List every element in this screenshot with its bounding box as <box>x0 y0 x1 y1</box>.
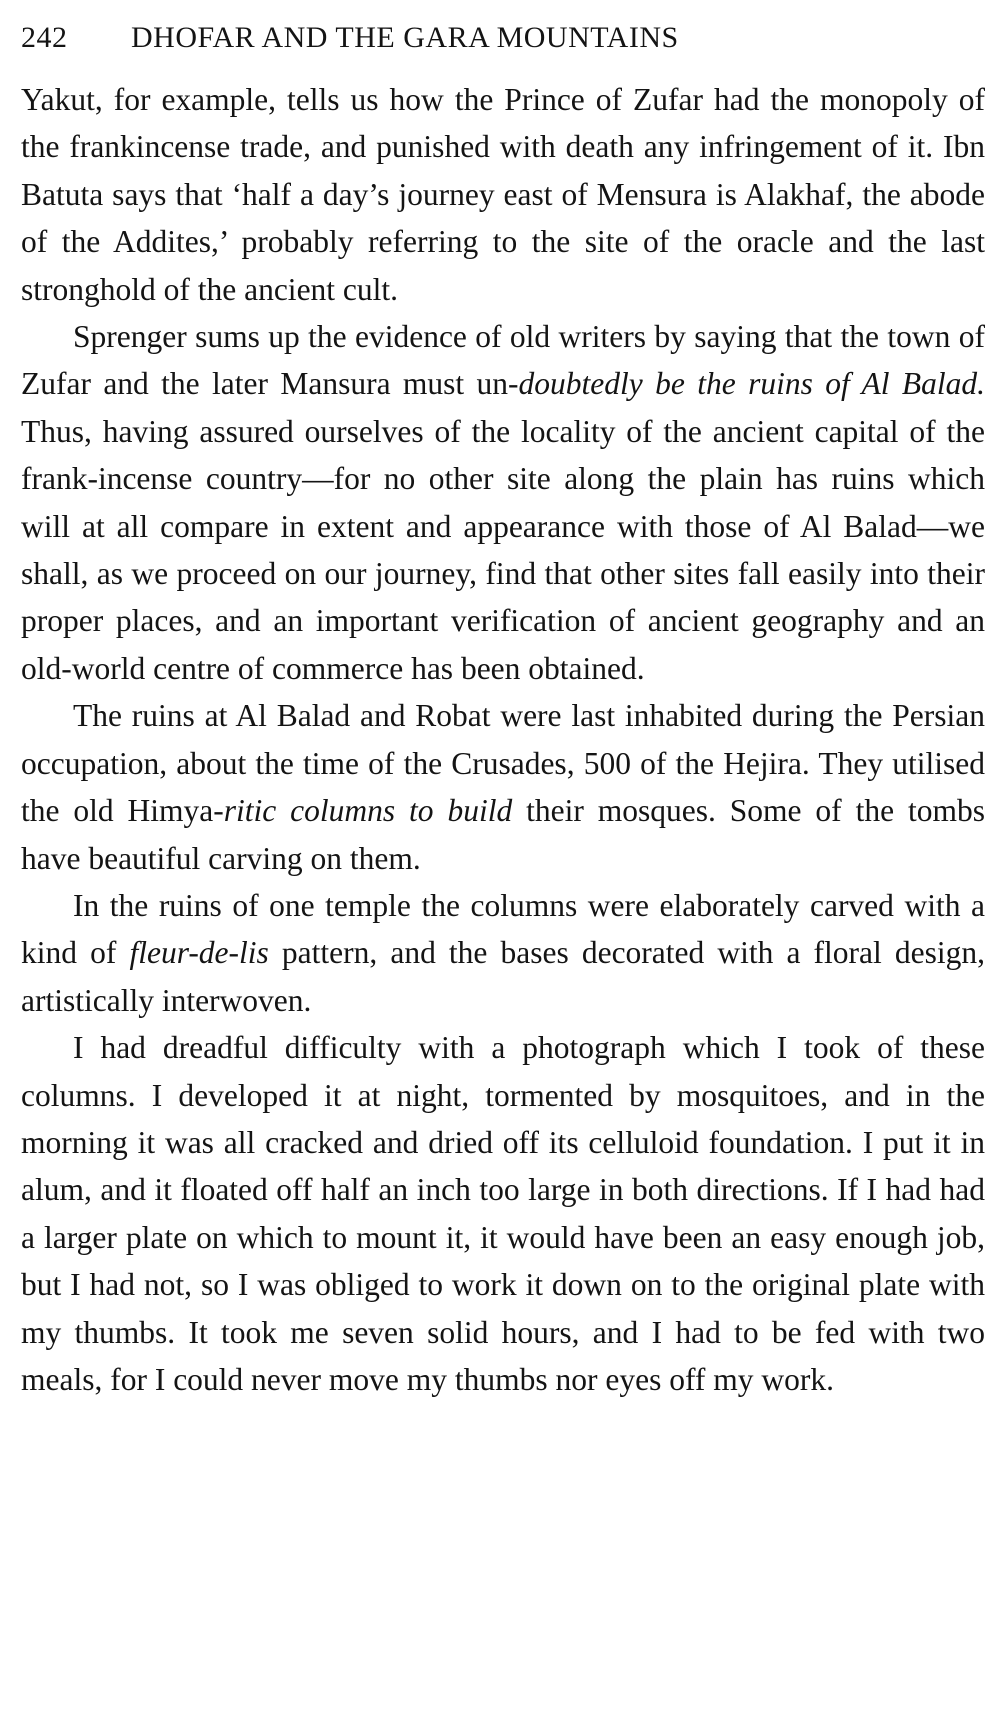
paragraph-temple <box>21 882 985 1024</box>
paragraph-text: their mosques. Some of the tombs have beautiful carving on them. <box>21 793 985 876</box>
paragraph-text: Sprenger sums up the evidence of old writers by saying that the town of Zufar and the later Mansura must un- <box>21 319 985 402</box>
paragraph-text: pattern, and the bases decorated with a floral design, artistically interwoven. <box>21 935 985 1018</box>
paragraph-text: In the ruins of one temple the columns were elaborately carved with a kind of <box>21 887 985 971</box>
paragraph-yakut: Yakut, for example, tells us how the Prince of Zufar had the monopoly of the frankincense trade, and punished with death any infringement of it. Ibn Batuta says that ‘half a day’s journey east of Mensura is Alakhaf, the abode of the Addites,’ probably referring to the site of the oracle and the last stronghold of the ancient cult. <box>21 82 985 307</box>
italic-phrase: ritic columns to build <box>223 793 513 829</box>
italic-phrase: fleur-de-lis <box>129 935 269 971</box>
paragraph-text: The ruins at Al Balad and Robat were last inhabited during the Persian occupation, about the time of the Crusades, 500 of the Hejira. They utilised the old Himya- <box>21 698 985 829</box>
page-number: 242 <box>21 21 68 54</box>
paragraph-text: Thus, having assured ourselves of the locality of the ancient capital of the frank-incense country—for no other site along the plain has ruins which will at all compare in extent and appearance with those of Al Balad—we shall, as we proceed on our journey, find that other sites fall easily into their proper places, and an important verification of ancient geography and an old-world centre of commerce has been obtained. <box>21 413 985 686</box>
paragraph-sprenger <box>21 313 985 692</box>
book-page <box>21 14 985 1403</box>
running-head <box>21 14 985 76</box>
paragraph-photograph: I had dreadful difficulty with a photograph which I took of these columns. I developed it at night, tormented by mosquitoes, and in the morning it was all cracked and dried off its celluloid foundation. I put it in alum, and it floated off half an inch too large in both directions. If I had had a larger plate on which to mount it, it would have been an easy enough job, but I had not, so I was obliged to work it down on to the original plate with my thumbs. It took me seven solid hours, and I had to be fed with two meals, for I could never move my thumbs nor eyes off my work. <box>21 1030 985 1397</box>
running-title: DHOFAR AND THE GARA MOUNTAINS <box>131 21 679 54</box>
paragraph-ruins <box>21 692 985 882</box>
italic-phrase: doubtedly be the ruins of Al Balad. <box>518 366 985 402</box>
